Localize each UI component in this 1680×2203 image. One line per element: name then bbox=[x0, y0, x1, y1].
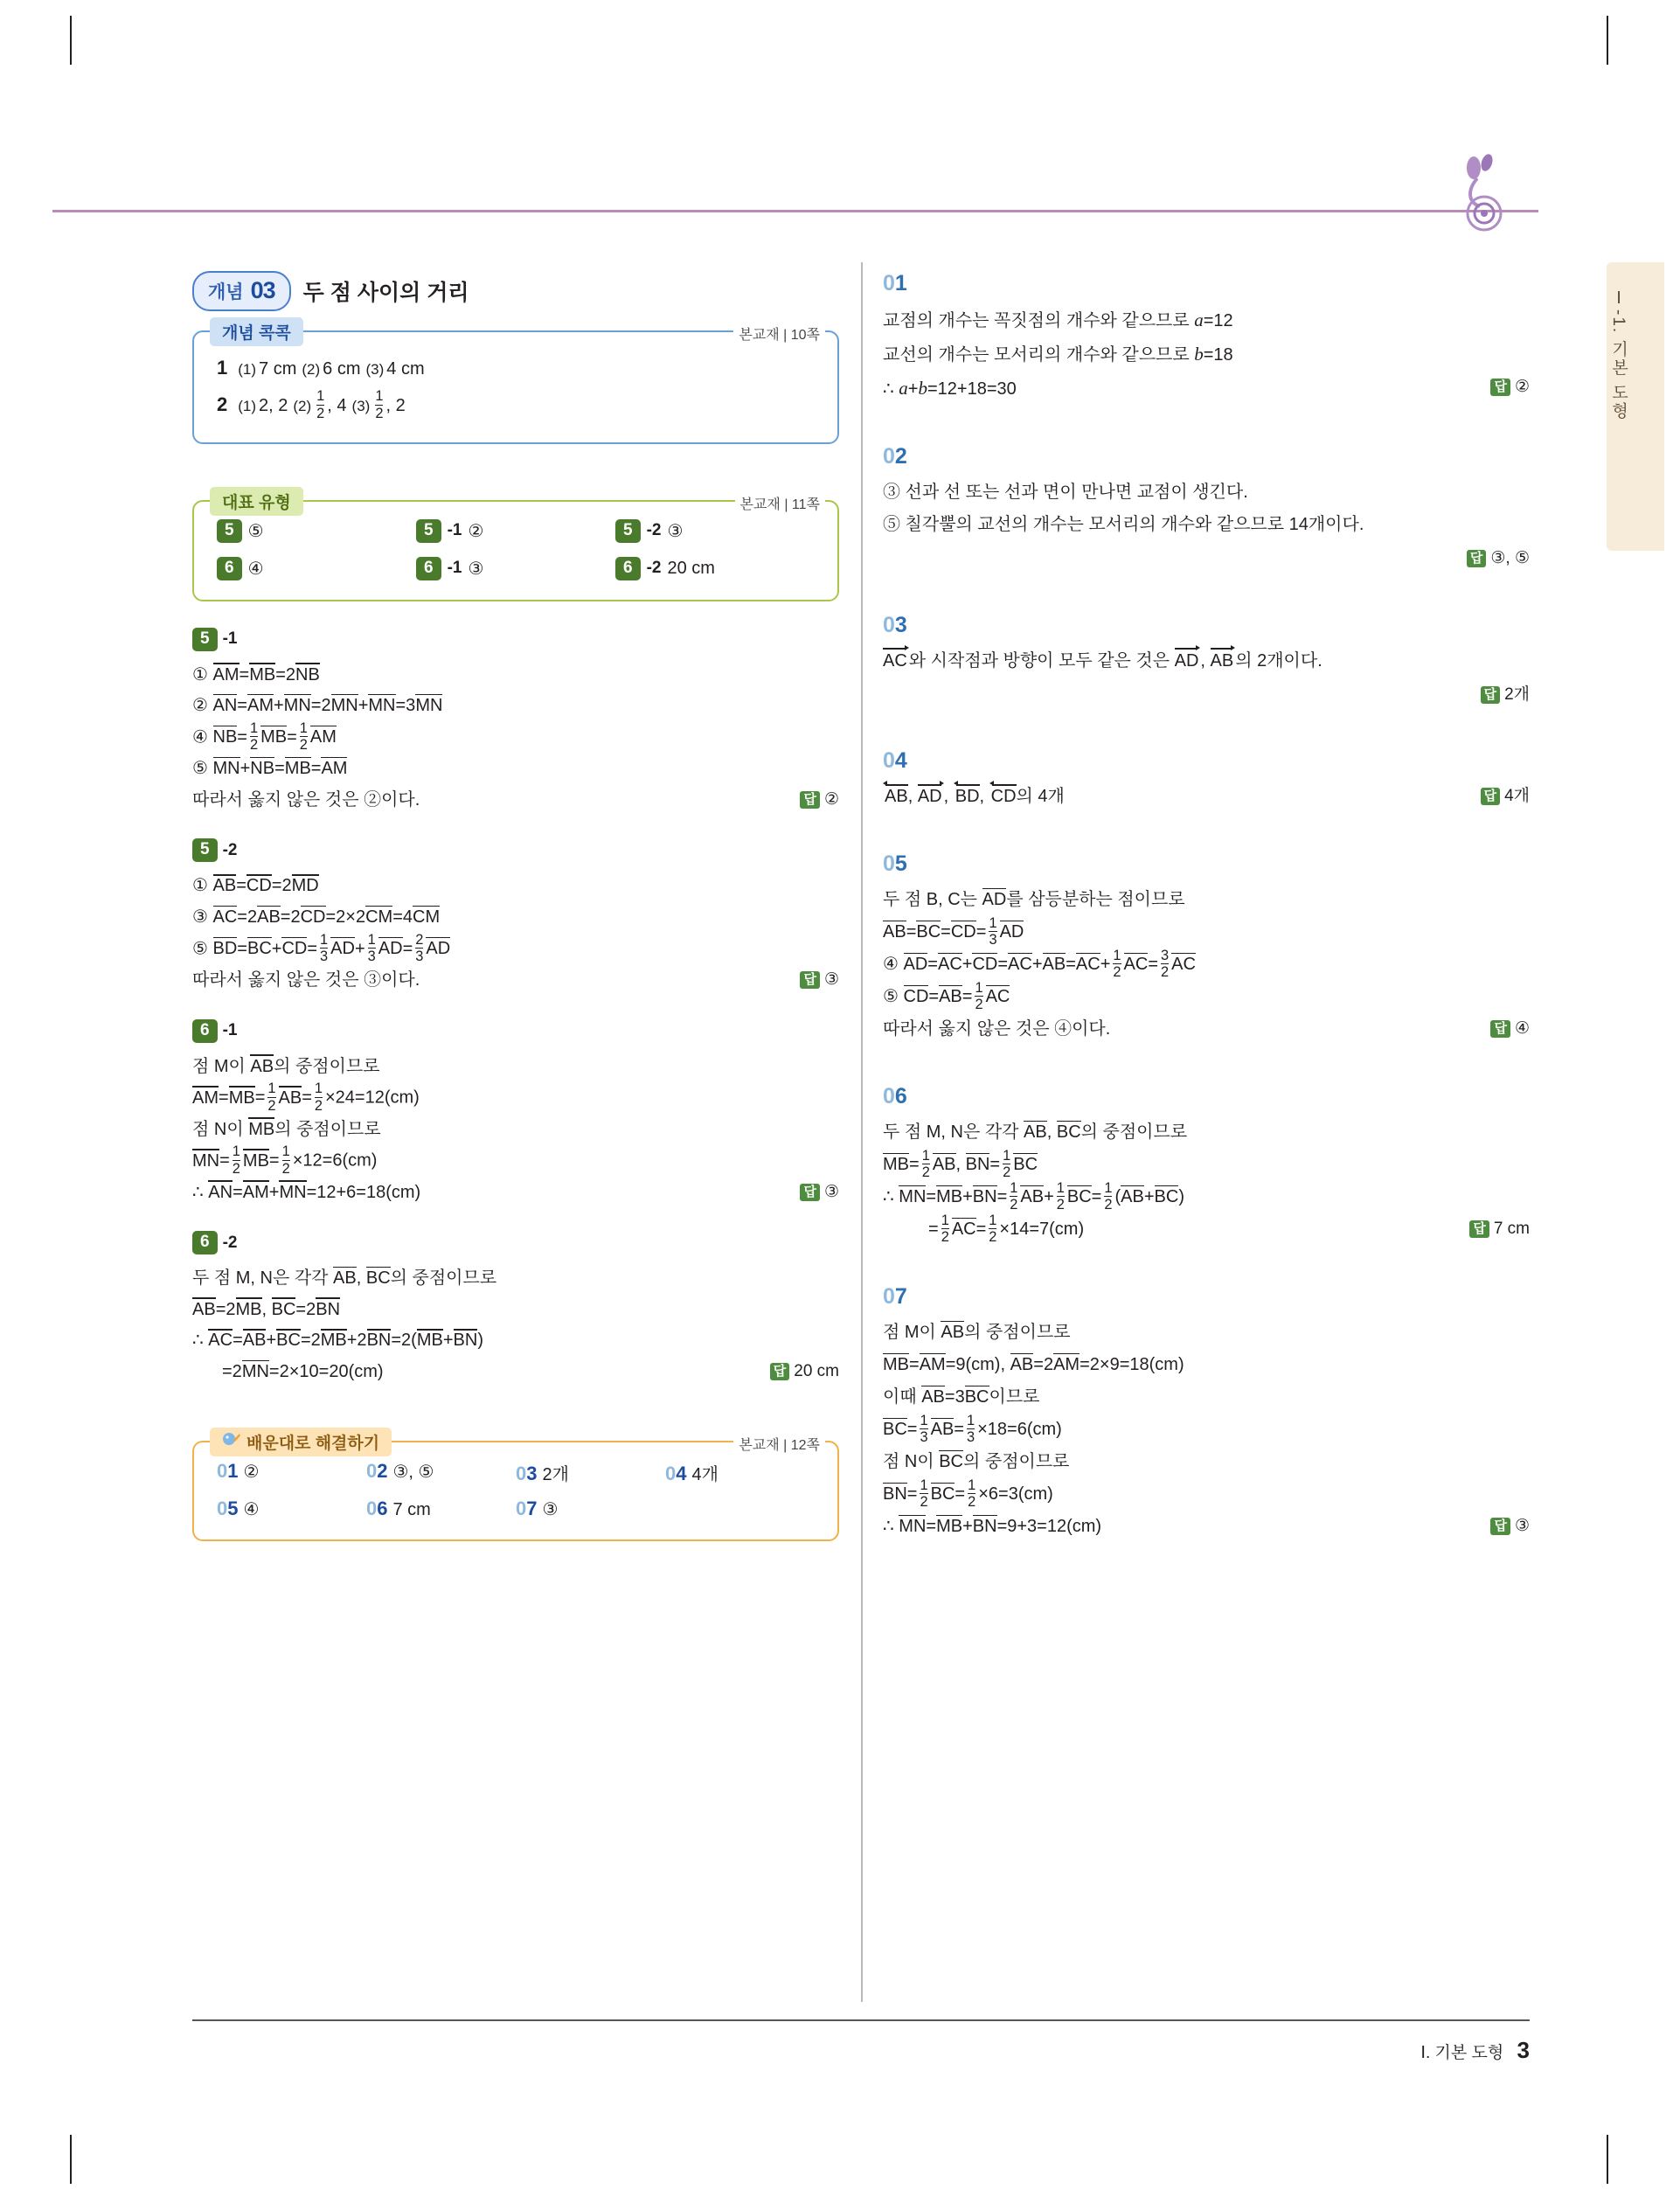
solution-line bbox=[883, 678, 1530, 711]
solution-line: ∴ MN=MB+BN= $\frac{1}{2}$ AB+ $\frac{1}{2}$ BC= $\frac{1}{2}$ (AB+BC) bbox=[883, 1179, 1184, 1213]
answer-badge: 답 20 cm bbox=[770, 1357, 839, 1386]
solution-6-2 bbox=[192, 1231, 839, 1387]
solution-6-1 bbox=[192, 1019, 839, 1209]
question-01 bbox=[883, 271, 1530, 406]
applied-cell: 06 7 cm bbox=[366, 1497, 431, 1519]
solution-line: 이때 AB=3BC이므로 bbox=[883, 1387, 1040, 1407]
question-number: 03 bbox=[883, 612, 907, 637]
answer-badge: 답 4개 bbox=[1481, 781, 1530, 811]
solution-line: ∴ AN=AM+MN=12+6=18(cm) 답 ③ bbox=[192, 1178, 839, 1209]
footer-chapter: Ⅰ. 기본 도형 bbox=[1420, 2044, 1504, 2062]
header-rule bbox=[52, 210, 1538, 212]
solution-line: ③ AC=2AB=2CD=2×2CM=4CM bbox=[192, 907, 441, 927]
rep-types-grid bbox=[217, 519, 815, 580]
column-divider bbox=[861, 262, 863, 2002]
solution-line: 두 점 B, C는 AD를 삼등분하는 점이므로 bbox=[883, 890, 1185, 910]
chapter-side-tab bbox=[1607, 262, 1664, 551]
rep-type-cell: 6 -2 20 cm bbox=[615, 557, 815, 580]
page-footer bbox=[1420, 2037, 1530, 2064]
solution-head: 5 -1 bbox=[192, 628, 839, 651]
solution-line: = $\frac{1}{2}$ AC= $\frac{1}{2}$ ×14=7(cm) 답 7 cm bbox=[928, 1212, 1530, 1246]
header-ornament-icon bbox=[1451, 149, 1512, 236]
solution-line: 점 N이 BC의 중점이므로 bbox=[883, 1452, 1070, 1472]
applied-cell: 02 ③, ⑤ bbox=[366, 1459, 434, 1482]
answer-badge: 답 ② bbox=[800, 785, 839, 815]
question-07 bbox=[883, 1284, 1530, 1543]
solution-line: 두 점 M, N은 각각 AB, BC의 중점이므로 bbox=[192, 1268, 497, 1289]
applied-cell: 04 4개 bbox=[665, 1462, 719, 1484]
question-number: 06 bbox=[883, 1084, 907, 1109]
question-05 bbox=[883, 851, 1530, 1046]
applied-cell bbox=[665, 1498, 815, 1520]
page-number: 3 bbox=[1517, 2037, 1530, 2063]
applied-cell: 01 ② bbox=[217, 1459, 260, 1482]
crop-mark-bottom-left bbox=[70, 2135, 72, 2184]
answer-badge: 답 ③, ⑤ bbox=[1467, 543, 1530, 573]
answer-badge: 답 ③ bbox=[800, 1178, 839, 1207]
applied-label bbox=[210, 1428, 392, 1456]
rep-type-cell: 6 -1 ③ bbox=[416, 557, 615, 580]
solution-line: ④ NB= $\frac{1}{2}$ MB= $\frac{1}{2}$ AM bbox=[192, 719, 337, 754]
crop-mark-top-right bbox=[1607, 16, 1608, 65]
solution-line: ∴ a+b=12+18=30 답 ② bbox=[883, 372, 1530, 406]
rep-types-box bbox=[192, 493, 839, 601]
crop-mark-bottom-right bbox=[1607, 2135, 1608, 2184]
question-number: 02 bbox=[883, 444, 907, 469]
concept-badge-number: 03 bbox=[250, 277, 275, 303]
applied-cell: 07 ③ bbox=[516, 1497, 559, 1519]
solution-line: ⑤ BD=BC+CD= $\frac{1}{3}$ AD+ $\frac{1}{3}$ AD= $\frac{2}{3}$ AD bbox=[192, 931, 451, 964]
rep-type-cell: 5 -2 ③ bbox=[615, 519, 815, 543]
solution-line: ⑤ CD=AB= $\frac{1}{2}$ AC bbox=[883, 979, 1010, 1013]
solution-5-1 bbox=[192, 628, 839, 817]
concept-check-label: 개념 콕콕 bbox=[210, 317, 303, 346]
concept-check-box bbox=[192, 324, 839, 444]
answer-badge: 답 ③ bbox=[800, 965, 839, 995]
concept-badge-word: 개념 bbox=[208, 282, 244, 302]
question-number: 05 bbox=[883, 851, 907, 877]
applied-box bbox=[192, 1434, 839, 1541]
solution-line: AB=BC=CD= $\frac{1}{3}$ AD bbox=[883, 914, 1024, 949]
rep-types-label: 대표 유형 bbox=[210, 487, 303, 516]
question-number: 01 bbox=[883, 271, 907, 295]
solution-head: 6 -1 bbox=[192, 1019, 839, 1043]
pencil-icon bbox=[222, 1431, 241, 1452]
applied-label-text: 배운대로 해결하기 bbox=[246, 1434, 380, 1453]
rep-type-cell: 5 ⑤ bbox=[217, 519, 416, 543]
answer-badge: 답 ② bbox=[1490, 372, 1530, 402]
solution-line: ④ AD=AC+CD=AC+AB=AC+ $\frac{1}{2}$ AC= $\frac{3}{2}$ AC bbox=[883, 947, 1196, 981]
solution-line: =2MN=2×10=20(cm) 답 20 cm bbox=[192, 1357, 839, 1388]
rep-type-cell: 6 ④ bbox=[217, 557, 416, 580]
solution-line: 따라서 옳지 않은 것은 ②이다. 답 ② bbox=[192, 785, 839, 817]
solution-line: 교선의 개수는 모서리의 개수와 같으므로 b=18 bbox=[883, 344, 1233, 365]
solution-line: ∴ AC=AB+BC=2MB+2BN=2(MB+BN) bbox=[192, 1331, 483, 1351]
question-03 bbox=[883, 613, 1530, 711]
question-number: 07 bbox=[883, 1284, 907, 1310]
question-06 bbox=[883, 1084, 1530, 1246]
answer-badge: 답 ③ bbox=[1490, 1511, 1530, 1541]
solution-line: 두 점 M, N은 각각 AB, BC의 중점이므로 bbox=[883, 1122, 1188, 1143]
solution-head: 5 -2 bbox=[192, 838, 839, 862]
solution-line: 따라서 옳지 않은 것은 ③이다. 답 ③ bbox=[192, 965, 839, 997]
solution-line: 교점의 개수는 꼭짓점의 개수와 같으므로 a=12 bbox=[883, 309, 1233, 330]
solution-line: BN= $\frac{1}{2}$ BC= $\frac{1}{2}$ ×6=3(cm) bbox=[883, 1477, 1053, 1511]
solution-line: AC 와 시작점과 방향이 모두 같은 것은 AD , AB 의 2개이다. bbox=[883, 650, 1322, 671]
concept-check-item: 1 (1) 7 cm (2) 6 cm (3) 4 cm bbox=[217, 357, 425, 379]
applied-cell: 03 2개 bbox=[516, 1462, 569, 1484]
applied-source: 본교재 | 12쪽 bbox=[733, 1434, 825, 1454]
answer-badge: 답 7 cm bbox=[1469, 1213, 1530, 1244]
rep-types-source: 본교재 | 11쪽 bbox=[735, 493, 825, 513]
solution-line: AB=2MB, BC=2BN bbox=[192, 1299, 341, 1319]
solution-line: MB= $\frac{1}{2}$ AB, BN= $\frac{1}{2}$ BC bbox=[883, 1147, 1038, 1181]
question-number: 04 bbox=[883, 748, 907, 774]
solution-line bbox=[883, 541, 1530, 574]
solution-line: 점 N이 MB의 중점이므로 bbox=[192, 1119, 381, 1139]
solution-head: 6 -2 bbox=[192, 1231, 839, 1254]
solution-line: ⑤ 칠각뿔의 교선의 개수는 모서리의 개수와 같으므로 14개이다. bbox=[883, 515, 1364, 534]
solution-line: ① AM=MB=2NB bbox=[192, 664, 320, 685]
solution-line: ∴ MN=MB+BN=9+3=12(cm) 답 ③ bbox=[883, 1511, 1530, 1543]
answer-badge: 답 ④ bbox=[1490, 1013, 1530, 1044]
solution-line: 점 M이 AB의 중점이므로 bbox=[883, 1323, 1071, 1343]
applied-grid bbox=[217, 1460, 815, 1520]
solution-line: BC= $\frac{1}{3}$ AB= $\frac{1}{3}$ ×18=6(cm) bbox=[883, 1412, 1062, 1446]
crop-mark-top-left bbox=[70, 16, 72, 65]
solution-line: 따라서 옳지 않은 것은 ④이다. 답 ④ bbox=[883, 1013, 1530, 1046]
solution-line: ⑤ MN+NB=MB=AM bbox=[192, 759, 348, 779]
solution-line: AB, AD , BD, CD의 4개 답 4개 bbox=[883, 781, 1530, 813]
solution-line: MB=AM=9(cm), AB=2AM=2×9=18(cm) bbox=[883, 1355, 1184, 1375]
solution-line: ① AB=CD=2MD bbox=[192, 876, 319, 896]
concept-heading bbox=[192, 271, 839, 311]
solution-line: ③ 선과 선 또는 선과 면이 만나면 교점이 생긴다. bbox=[883, 483, 1248, 502]
solution-line: AM=MB= $\frac{1}{2}$ AB= $\frac{1}{2}$ ×24=12(cm) bbox=[192, 1081, 420, 1114]
page-title: 두 점 사이의 거리 bbox=[302, 281, 469, 305]
question-04 bbox=[883, 748, 1530, 813]
footer-rule bbox=[192, 2019, 1530, 2021]
question-02 bbox=[883, 444, 1530, 574]
concept-check-source: 본교재 | 10쪽 bbox=[733, 323, 825, 344]
right-column bbox=[883, 271, 1530, 1581]
answer-badge: 답 2개 bbox=[1481, 679, 1530, 710]
solution-5-2 bbox=[192, 838, 839, 996]
solution-line: MN= $\frac{1}{2}$ MB= $\frac{1}{2}$ ×12=6(cm) bbox=[192, 1143, 378, 1177]
concept-check-item: 2 (1) 2, 2 (2) $\frac{1}{2}$ , 4 (3) $\frac{1}{2}$ , 2 bbox=[217, 388, 406, 421]
solution-line: ② AN=AM+MN=2MN+MN=3MN bbox=[192, 696, 443, 716]
chapter-side-tab-label: Ⅰ-1. 기본 도형 bbox=[1609, 288, 1628, 420]
concept-badge bbox=[192, 271, 291, 311]
applied-cell: 05 ④ bbox=[217, 1497, 260, 1519]
solution-line: 점 M이 AB의 중점이므로 bbox=[192, 1056, 380, 1076]
left-column bbox=[192, 271, 839, 1550]
rep-type-cell: 5 -1 ② bbox=[416, 519, 615, 543]
